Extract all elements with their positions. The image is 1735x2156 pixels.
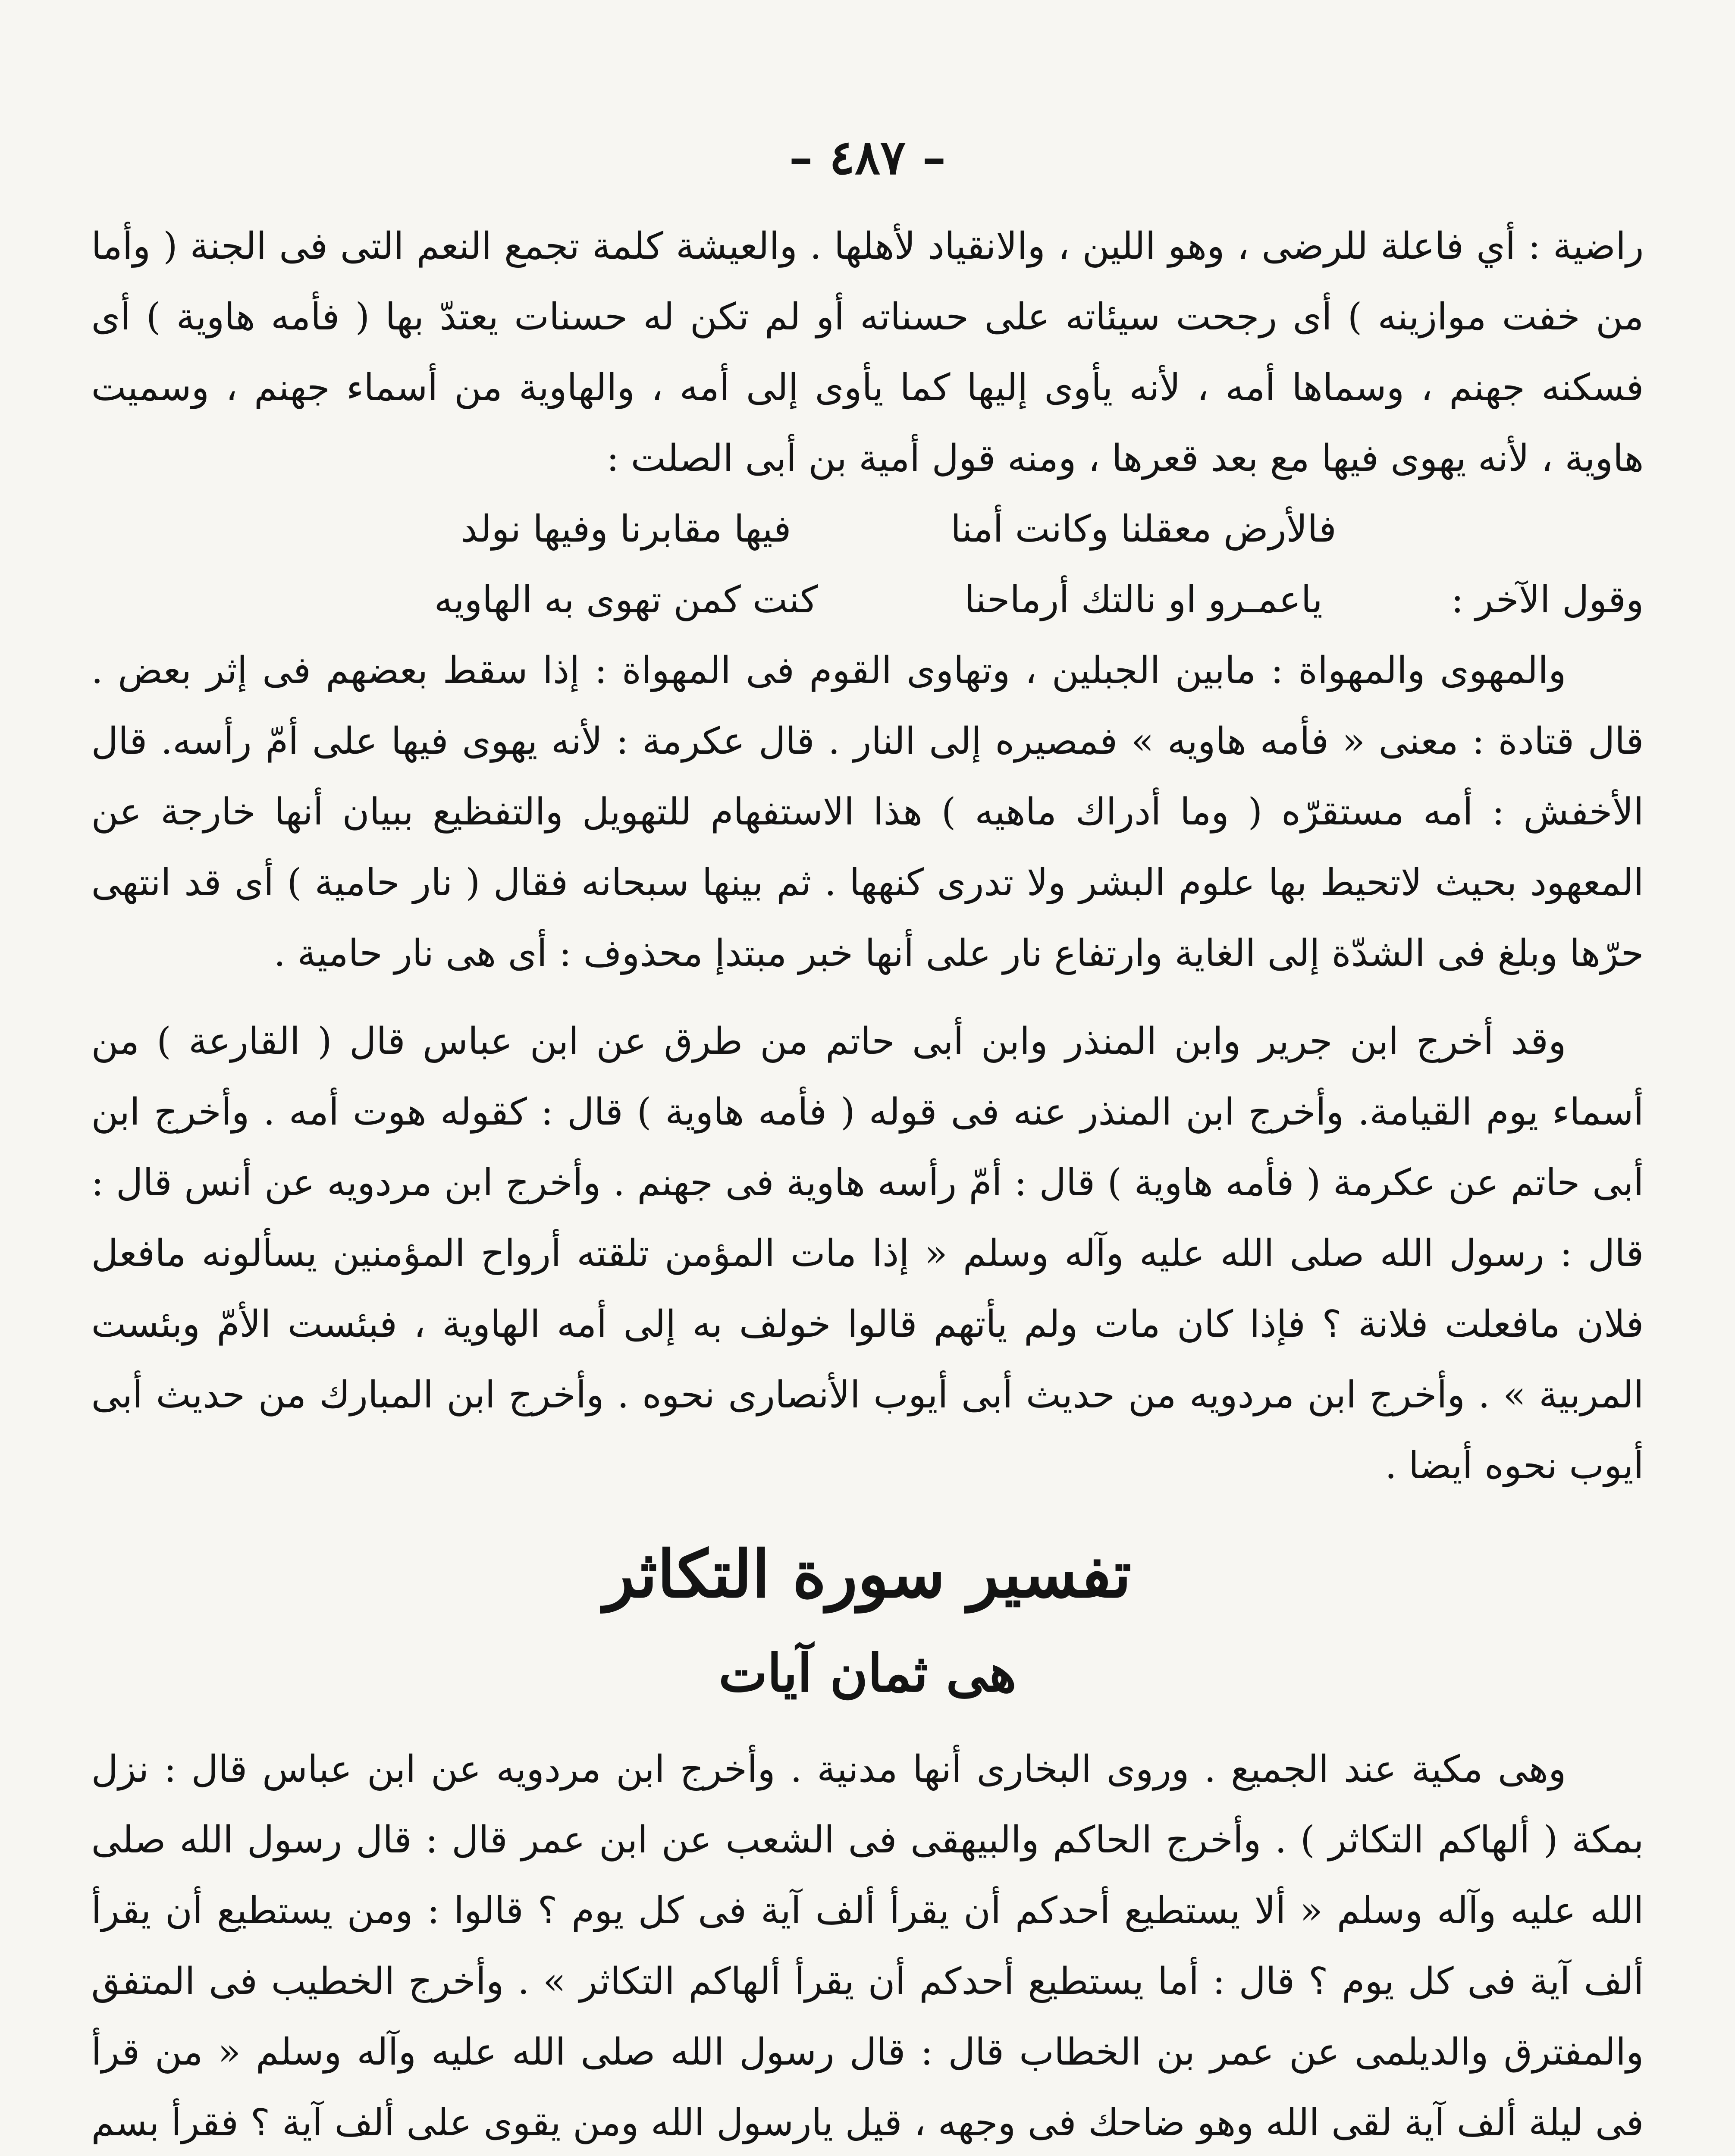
verse-lead: وقول الآخر : xyxy=(1451,578,1644,621)
verse-hemistich: فالأرض معقلنا وكانت أمنا xyxy=(951,508,1337,551)
paragraph: والمهوى والمهواة : مابين الجبلين ، وتهاوى القوم فى المهواة : إذا سقط بعضهم فى إثر بعض . قال قتادة : معنى « فأمه هاويه » فمصيره إلى النار . قال عكرمة : لأنه يهوى فيها على أمّ رأسه. قال الأخفش : أمه مستقرّه ( وما أدراك ماهيه ) هذا الاستفهام للتهويل والتفظيع ببيان أنها خارجة عن المعهود بحيث لاتحيط بها علوم البشر ولا تدرى كنهها . ثم بينها سبحانه فقال ( نار حامية ) أى قد انتهى حرّها وبلغ فى الشدّة إلى الغاية وارتفاع نار على أنها خبر مبتدإ محذوف : أى هى نار حامية . xyxy=(91,649,1644,975)
paragraph: وهى مكية عند الجميع . وروى البخارى أنها مدنية . وأخرج ابن مردويه عن ابن عباس قال : نزل بمكة ( ألهاكم التكاثر ) . وأخرج الحاكم والبيهقى فى الشعب عن ابن عمر قال : قال رسول الله صلى الله عليه وآله وسلم « ألا يستطيع أحدكم أن يقرأ ألف آية فى كل يوم ؟ قالوا : ومن يستطيع أن يقرأ ألف آية فى كل يوم ؟ قال : أما يستطيع أحدكم أن يقرأ ألهاكم التكاثر » . وأخرج الخطيب فى المتفق والمفترق والديلمى عن عمر بن الخطاب قال : قال رسول الله صلى الله عليه وآله وسلم « من قرأ فى ليلة ألف آية لقى الله وهو ضاحك فى وجهه ، قيل يارسول الله ومن يقوى على ألف آية ؟ فقرأ بسم xyxy=(91,1748,1644,2144)
page-number: – ٤٨٧ – xyxy=(789,129,946,185)
paragraph: وقد أخرج ابن جرير وابن المنذر وابن أبى حاتم من طرق عن ابن عباس قال ( القارعة ) من أسماء يوم القيامة. وأخرج ابن المنذر عنه فى قوله ( فأمه هاوية ) قال : كقوله هوت أمه . وأخرج ابن أبى حاتم عن عكرمة ( فأمه هاوية ) قال : أمّ رأسه هاوية فى جهنم . وأخرج ابن مردويه عن أنس قال : قال : رسول الله صلى الله عليه وآله وسلم « إذا مات المؤمن تلقته أرواح المؤمنين يسألونه مافعل فلان مافعلت فلانة ؟ فإذا كان مات ولم يأتهم قالوا خولف به إلى أمه الهاوية ، فبئست الأمّ وبئست المربية » . وأخرج ابن مردويه من حديث أبى أيوب الأنصارى نحوه . وأخرج ابن المبارك من حديث أبى أيوب نحوه أيضا . xyxy=(91,1020,1644,1487)
verse-hemistich: فيها مقابرنا وفيها نولد xyxy=(461,508,791,551)
paragraph: راضية : أي فاعلة للرضى ، وهو اللين ، والانقياد لأهلها . والعيشة كلمة تجمع النعم التى فى الجنة ( وأما من خفت موازينه ) أى رجحت سيئاته على حسناته أو لم تكن له حسنات يعتدّ بها ( فأمه هاوية ) أى فسكنه جهنم ، وسماها أمه ، لأنه يأوى إليها كما يأوى إلى أمه ، والهاوية من أسماء جهنم ، وسميت هاوية ، لأنه يهوى فيها مع بعد قعرها ، ومنه قول أمية بن أبى الصلت : xyxy=(91,225,1644,480)
poetry-verse xyxy=(91,494,1644,564)
surah-subtitle: هى ثمان آيات xyxy=(718,1643,1017,1704)
book-page xyxy=(91,0,1644,2156)
verse-hemistich: كنت كمن تهوى به الهاويه xyxy=(434,578,818,621)
poetry-verse xyxy=(91,564,1644,635)
surah-title: تفسير سورة التكاثر xyxy=(603,1536,1132,1612)
verse-hemistich: ياعمـرو او نالتك أرماحنا xyxy=(964,578,1323,621)
